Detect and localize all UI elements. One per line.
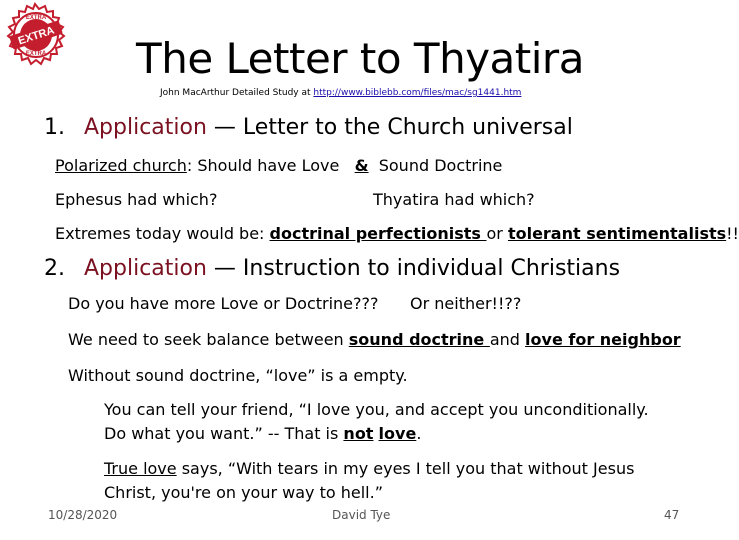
balance-text: We need to seek balance between [68, 330, 349, 349]
not-word: not [343, 424, 374, 443]
heading-1-number: 1. [44, 115, 65, 140]
extremes-line [55, 224, 739, 243]
thyatira-question: Thyatira had which? [373, 190, 535, 209]
slide-title: The Letter to Thyatira [136, 34, 584, 83]
heading-2-accent: Application [84, 256, 207, 281]
footer-author: David Tye [332, 508, 391, 522]
balance-and: and [489, 330, 526, 349]
love-or-doctrine-question: Do you have more Love or Doctrine??? [68, 294, 379, 313]
balance-line [68, 330, 681, 349]
polarized-church-label: Polarized church [55, 156, 187, 175]
svg-text:EXTRA: EXTRA [25, 51, 47, 57]
sound-doctrine: sound doctrine [348, 330, 490, 349]
footer-date: 10/28/2020 [48, 508, 118, 522]
or-neither-question: Or neither!!?? [410, 294, 522, 313]
friend-text: Do what you want.” -- That is [104, 424, 344, 443]
extremes-end: !! [726, 224, 739, 243]
footer-page-number: 47 [664, 508, 680, 522]
love-word: love [378, 424, 417, 443]
citation-text: John MacArthur Detailed Study at [160, 88, 314, 98]
true-love-line-2: Christ, you're on your way to hell.” [104, 483, 383, 502]
tolerant-sentimentalists: tolerant sentimentalists [507, 224, 727, 243]
doctrinal-perfectionists: doctrinal perfectionists [269, 224, 487, 243]
svg-text:EXTRA: EXTRA [25, 15, 47, 21]
true-love-text: says, “With tears in my eyes I tell you that without Jesus [176, 459, 635, 478]
heading-2 [44, 256, 620, 281]
without-doctrine-line: Without sound doctrine, “love” is a empty. [68, 366, 408, 385]
true-love-line-1 [104, 459, 634, 478]
polarized-church-line [55, 156, 502, 175]
heading-1-text: — Letter to the Church universal [206, 115, 573, 140]
ephesus-question: Ephesus had which? [55, 190, 218, 209]
friend-period: . [416, 424, 422, 443]
heading-1-accent: Application [84, 115, 207, 140]
polarized-text-2: Sound Doctrine [368, 156, 503, 175]
polarized-text: : Should have Love [186, 156, 355, 175]
heading-2-number: 2. [44, 256, 65, 281]
friend-line-1: You can tell your friend, “I love you, and accept you unconditionally. [104, 400, 649, 419]
heading-1 [44, 115, 573, 140]
extremes-or: or [486, 224, 508, 243]
love-for-neighbor: love for neighbor [525, 330, 681, 349]
svg-text:EXTRA: EXTRA [16, 24, 56, 48]
citation-link[interactable]: http://www.biblebb.com/files/mac/sg1441.htm [313, 88, 522, 98]
true-love-label: True love [104, 459, 177, 478]
extremes-text: Extremes today would be: [55, 224, 270, 243]
heading-2-text: — Instruction to individual Christians [206, 256, 621, 281]
ampersand: & [354, 156, 369, 175]
friend-line-2 [104, 424, 421, 443]
source-citation [160, 88, 521, 98]
